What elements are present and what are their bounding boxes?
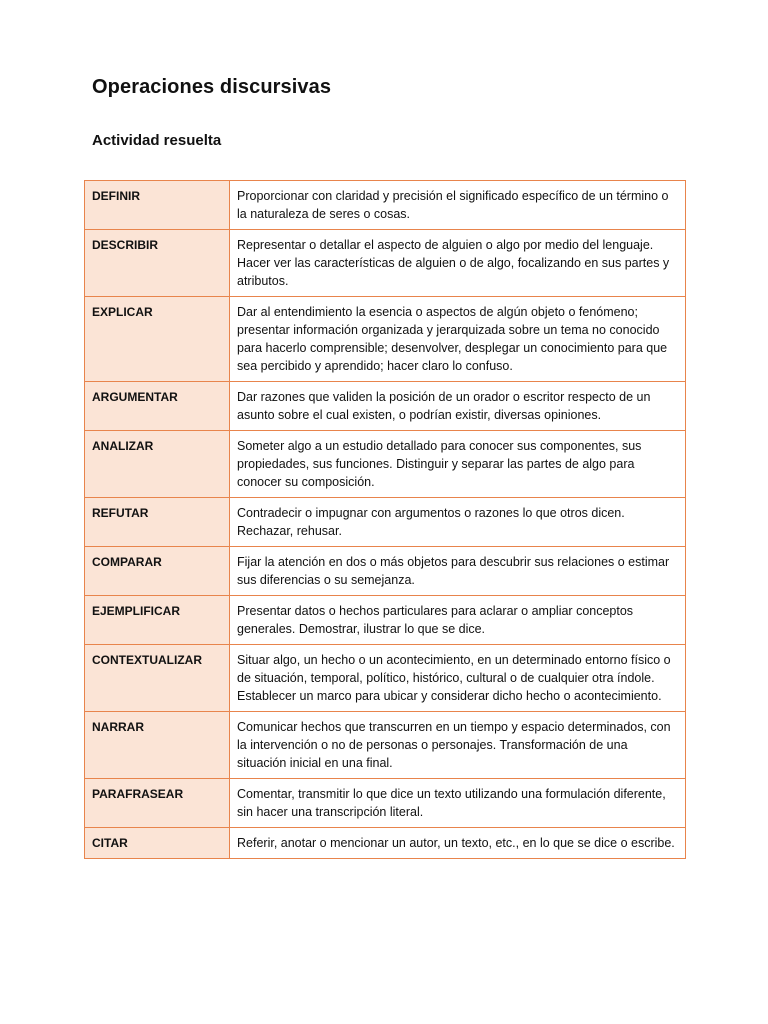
definition-cell: Proporcionar con claridad y precisión el significado específico de un término o la naturaleza de seres o cosas. xyxy=(230,181,686,230)
term-cell: ARGUMENTAR xyxy=(85,382,230,431)
term-cell: PARAFRASEAR xyxy=(85,779,230,828)
table-row xyxy=(85,547,686,596)
table-row xyxy=(85,779,686,828)
table-row xyxy=(85,712,686,779)
definition-cell: Comentar, transmitir lo que dice un texto utilizando una formulación diferente, sin hacer una transcripción literal. xyxy=(230,779,686,828)
term-cell: NARRAR xyxy=(85,712,230,779)
operations-table-container xyxy=(84,180,686,859)
term-cell: CONTEXTUALIZAR xyxy=(85,645,230,712)
term-cell: CITAR xyxy=(85,828,230,859)
definition-cell: Someter algo a un estudio detallado para conocer sus componentes, sus propiedades, sus funciones. Distinguir y separar las partes de algo para conocer su composición. xyxy=(230,431,686,498)
definition-cell: Fijar la atención en dos o más objetos para descubrir sus relaciones o estimar sus diferencias o su semejanza. xyxy=(230,547,686,596)
term-cell: DEFINIR xyxy=(85,181,230,230)
definition-cell: Contradecir o impugnar con argumentos o razones lo que otros dicen. Rechazar, rehusar. xyxy=(230,498,686,547)
table-row xyxy=(85,297,686,382)
term-cell: REFUTAR xyxy=(85,498,230,547)
table-row xyxy=(85,382,686,431)
definition-cell: Comunicar hechos que transcurren en un tiempo y espacio determinados, con la intervención o no de personas o personajes. Transformación de una situación inicial en una final. xyxy=(230,712,686,779)
table-row xyxy=(85,645,686,712)
table-row xyxy=(85,230,686,297)
page-title: Operaciones discursivas xyxy=(92,76,332,98)
term-cell: DESCRIBIR xyxy=(85,230,230,297)
table-row xyxy=(85,431,686,498)
table-row xyxy=(85,828,686,859)
definition-cell: Referir, anotar o mencionar un autor, un texto, etc., en lo que se dice o escribe. xyxy=(230,828,686,859)
term-cell: EXPLICAR xyxy=(85,297,230,382)
definition-cell: Presentar datos o hechos particulares para aclarar o ampliar conceptos generales. Demostrar, ilustrar lo que se dice. xyxy=(230,596,686,645)
table-row xyxy=(85,181,686,230)
section-title: Actividad resuelta xyxy=(92,132,222,149)
table-row xyxy=(85,596,686,645)
term-cell: COMPARAR xyxy=(85,547,230,596)
term-cell: ANALIZAR xyxy=(85,431,230,498)
definition-cell: Dar al entendimiento la esencia o aspectos de algún objeto o fenómeno; presentar información organizada y jerarquizada sobre un tema no conocido para hacerlo comprensible; desenvolver, desplegar un conocimiento para que sea percibido y aprendido; hacer claro lo confuso. xyxy=(230,297,686,382)
definition-cell: Representar o detallar el aspecto de alguien o algo por medio del lenguaje. Hacer ver las características de alguien o de algo, focalizando en sus partes y atributos. xyxy=(230,230,686,297)
operations-table xyxy=(84,180,686,859)
definition-cell: Dar razones que validen la posición de un orador o escritor respecto de un asunto sobre el cual existen, o podrían existir, diversas opiniones. xyxy=(230,382,686,431)
table-row xyxy=(85,498,686,547)
definition-cell: Situar algo, un hecho o un acontecimiento, en un determinado entorno físico o de situación, temporal, político, histórico, cultural o de cualquier otra índole. Establecer un marco para ubicar y considerar dicho hecho o acontecimiento. xyxy=(230,645,686,712)
term-cell: EJEMPLIFICAR xyxy=(85,596,230,645)
